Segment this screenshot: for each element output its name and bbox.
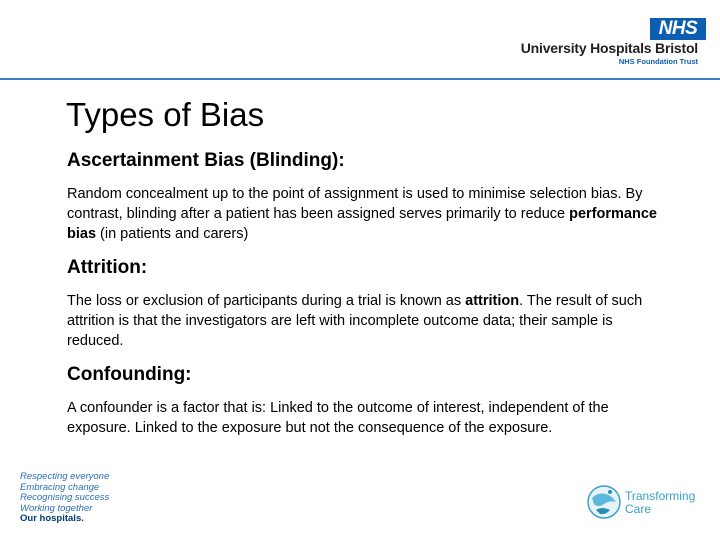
value-line: Our hospitals.	[20, 513, 84, 524]
body-text: Random concealment up to the point of assignment is used to minimise selection bias. By contrast, blinding after a patient has been assigned serves primarily to reduce	[67, 186, 643, 222]
trust-values	[20, 472, 109, 525]
section-heading: Confounding:	[67, 364, 192, 385]
body-text: . The result of such attrition is that the investigators are left with incomplete outcome data; their sample is reduced.	[67, 293, 643, 349]
slide-title: Types of Bias	[66, 96, 265, 133]
section-heading: Attrition:	[67, 257, 148, 278]
value-line: Embracing change	[20, 481, 100, 493]
nhs-logo: NHS	[650, 18, 706, 40]
slide-content	[67, 150, 667, 451]
transforming-care-globe-icon	[586, 484, 622, 520]
organisation-name: University Hospitals Bristol	[520, 40, 698, 56]
body-text: The loss or exclusion of participants during a trial is known as	[67, 293, 466, 309]
tc-line-2: Care	[625, 502, 652, 516]
value-line: Respecting everyone	[20, 471, 110, 482]
body-text: (in patients and carers)	[96, 226, 249, 242]
transforming-care-label	[625, 490, 695, 516]
body-emphasis: performance bias	[67, 206, 657, 242]
section-attrition	[67, 257, 667, 351]
value-line: Recognising success	[20, 492, 110, 503]
tc-line-1: Transforming	[625, 489, 696, 503]
section-body: A confounder is a factor that is: Linked to the outcome of interest, independent of the exposure. Linked to the exposure but not the consequence of the exposure.	[67, 400, 609, 436]
section-confounding	[67, 364, 667, 438]
section-body	[67, 184, 667, 244]
body-emphasis: attrition	[465, 293, 520, 309]
header-divider	[0, 78, 720, 80]
section-ascertainment-bias	[67, 150, 667, 244]
section-heading: Ascertainment Bias (Blinding):	[67, 150, 345, 171]
organisation-subtitle: NHS Foundation Trust	[618, 57, 698, 66]
value-line: Working together	[20, 502, 93, 514]
section-body	[67, 291, 667, 351]
